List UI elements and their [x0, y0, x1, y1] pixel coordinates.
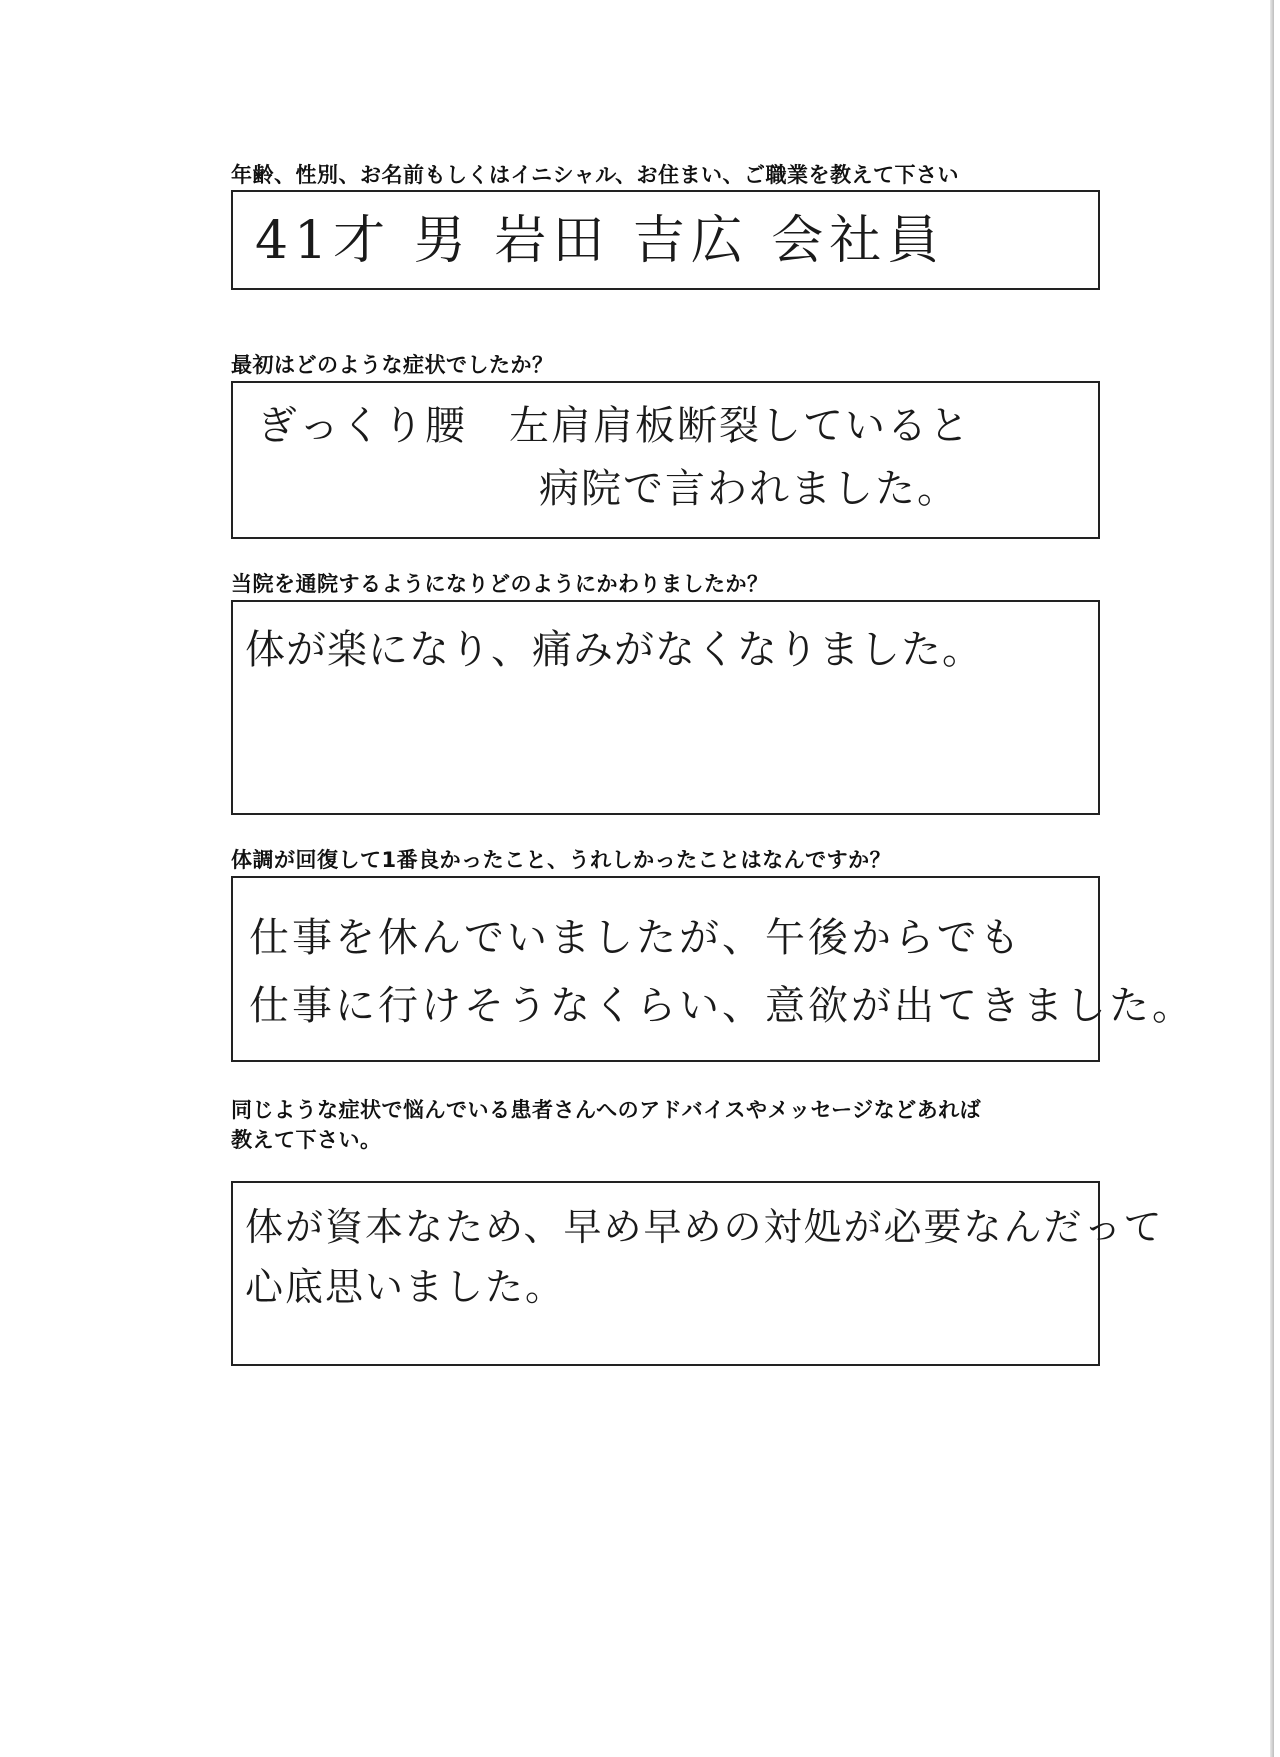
answer-best-thing-line-2: 仕事に行けそうなくらい、意欲が出てきました。: [249, 983, 1195, 1029]
page-scan-edge: [1270, 0, 1274, 1757]
question-advice-line-1: 同じような症状で悩んでいる患者さんへのアドバイスやメッセージなどあれば: [231, 1098, 982, 1122]
answer-box-best-thing: [231, 876, 1195, 1062]
answer-box-initial-symptom: [231, 381, 1100, 539]
answer-initial-symptom-line-2: 病院で言われました。: [539, 466, 959, 512]
answer-initial-symptom-line-1: ぎっくり腰 左肩肩板断裂していると: [257, 403, 971, 449]
answer-box-profile: [231, 190, 1100, 290]
question-best-thing: 体調が回復して1番良かったこと、うれしかったことはなんですか？: [231, 848, 892, 872]
question-profile: 年齢、性別、お名前もしくはイニシャル、お住まい、ご職業を教えて下さい: [231, 163, 960, 187]
answer-best-thing-line-1: 仕事を休んでいましたが、午後からでも: [249, 915, 1023, 961]
question-initial-symptom: 最初はどのような症状でしたか？: [231, 353, 554, 377]
answer-advice-line-1: 体が資本なため、早め早めの対処が必要なんだって: [245, 1205, 1164, 1249]
answer-box-advice: [231, 1181, 1164, 1366]
question-change: 当院を通院するようになりどのようにかわりましたか？: [231, 572, 769, 596]
answer-change-line-1: 体が楽になり、痛みがなくなりました。: [245, 627, 983, 673]
answer-box-change: [231, 600, 1100, 815]
answer-advice-line-2: 心底思いました。: [245, 1265, 566, 1309]
question-advice-line-2: 教えて下さい。: [231, 1128, 382, 1152]
question-advice: [231, 1095, 981, 1155]
answer-profile-line-1: 41才 男 岩田 吉広 会社員: [255, 211, 946, 271]
